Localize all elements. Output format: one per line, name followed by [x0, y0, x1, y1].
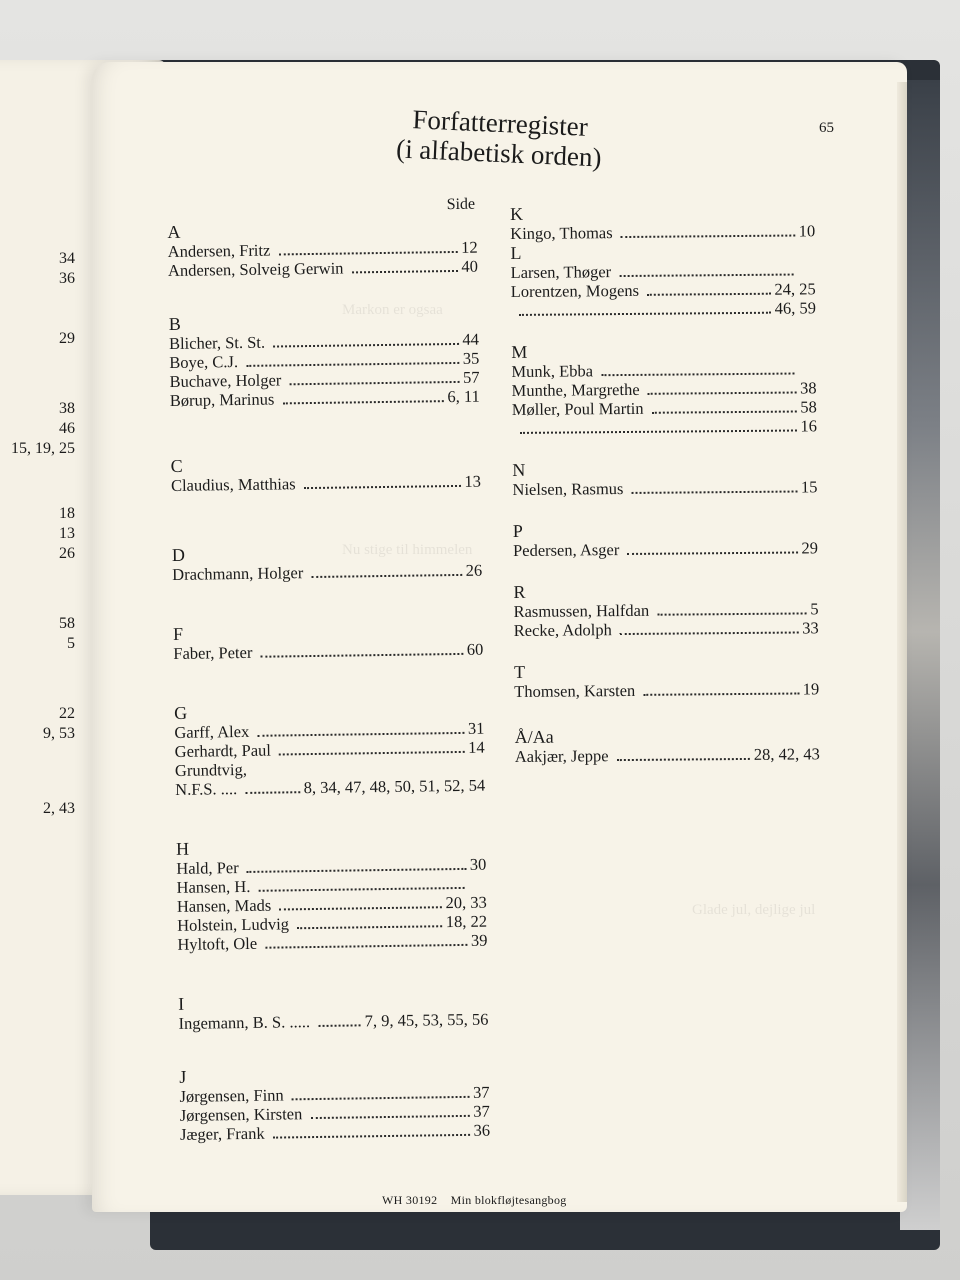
left-page-fragment: 26 [59, 545, 75, 562]
leader-dots [619, 274, 794, 278]
author-name: Gerhardt, Paul [174, 740, 272, 761]
leader-dots [648, 392, 797, 395]
page-references: 5 [810, 599, 819, 619]
page-references: 20, 33 [445, 892, 487, 913]
index-section [169, 310, 480, 410]
index-section [173, 620, 484, 663]
leader-dots [311, 574, 461, 578]
section-letter: A [167, 221, 181, 242]
page-references: 37 [473, 1101, 490, 1121]
section-letter: J [179, 1066, 187, 1087]
author-name: Holstein, Ludvig [176, 914, 290, 935]
index-entry [511, 298, 816, 320]
index-section [513, 518, 818, 560]
leader-dots [246, 362, 459, 367]
leader-dots [260, 653, 462, 658]
index-entry [175, 776, 485, 799]
index-entry [514, 618, 819, 640]
index-section [515, 724, 820, 766]
index-entry [512, 416, 817, 438]
section-letter: N [512, 459, 526, 480]
author-name: Munthe, Margrethe [511, 379, 640, 400]
leader-dots [643, 692, 799, 695]
author-name: Jørgensen, Kirsten [179, 1104, 303, 1125]
leader-dots [631, 491, 797, 494]
page-references: 14 [468, 737, 485, 757]
page-references: 10 [798, 221, 816, 241]
page-references: 15 [800, 477, 818, 497]
leader-dots [620, 632, 798, 636]
author-name: Hald, Per [176, 858, 239, 878]
page-title [91, 90, 908, 185]
left-page-fragment: 46 [59, 420, 75, 437]
leader-dots [352, 270, 458, 273]
page-footer [382, 1193, 567, 1208]
left-page-fragment: 9, 53 [43, 725, 75, 742]
bleed-through-text: Markon er ogsaa [342, 302, 443, 318]
page-references: 26 [465, 560, 483, 580]
page-references: 44 [462, 329, 480, 349]
index-section [178, 990, 489, 1033]
page-references: 31 [467, 718, 485, 738]
index-section [171, 452, 482, 495]
index-entry [170, 387, 480, 410]
page-references: 30 [469, 854, 487, 874]
index-entry [168, 257, 478, 280]
leader-dots [621, 235, 795, 239]
section-letter: Å/Aa [514, 726, 554, 747]
author-name: Boye, C.J. [169, 352, 239, 372]
author-name: Andersen, Fritz [167, 240, 271, 261]
page-references: 19 [802, 679, 820, 699]
author-name: Andersen, Solveig Gerwin [167, 258, 344, 280]
index-section [172, 541, 483, 584]
left-page-fragment: 22 [59, 705, 75, 722]
leader-dots [279, 906, 441, 910]
author-name: Hansen, H. [176, 876, 251, 897]
left-page-fragment: 36 [59, 270, 75, 287]
footer-title: Min blokfløjtesangbog [450, 1193, 567, 1207]
page-references: 37 [472, 1082, 490, 1102]
page-references: 28, 42, 43 [753, 744, 820, 764]
page-references: 7, 9, 45, 53, 55, 56 [364, 1009, 489, 1031]
index-entry [172, 561, 482, 584]
title-line-1: Forfatterregister [411, 104, 589, 142]
section-letter: G [174, 702, 188, 723]
page-references: 38 [800, 378, 817, 398]
author-name: Jørgensen, Finn [179, 1085, 284, 1106]
author-name: Blicher, St. St. [168, 332, 266, 353]
author-name: Drachmann, Holger [172, 563, 304, 584]
page-references: 24, 25 [774, 279, 816, 299]
section-letter: F [172, 623, 184, 644]
left-page-fragment: 29 [59, 330, 75, 347]
author-name: Thomsen, Karsten [514, 680, 636, 701]
author-name: Pedersen, Asger [512, 540, 620, 560]
leader-dots [247, 868, 466, 873]
page-number: 65 [819, 120, 834, 136]
author-name: Møller, Poul Martin [511, 398, 644, 419]
author-name: Grundtvig, [174, 759, 248, 780]
left-page-fragment: 18 [59, 505, 75, 522]
index-entry [173, 640, 483, 663]
section-letter: H [175, 838, 190, 859]
author-name: Ingemann, B. S. ..... [178, 1012, 311, 1033]
index-entry [171, 472, 481, 495]
left-page-fragment: 38 [59, 400, 75, 417]
author-name: Rasmussen, Halfdan [513, 600, 650, 621]
leader-dots [647, 293, 770, 296]
author-name: Claudius, Matthias [170, 474, 296, 495]
page-references: 12 [461, 237, 478, 257]
left-page-fragment: 2, 43 [43, 800, 75, 817]
page-references: 35 [462, 348, 480, 368]
page-references: 40 [461, 256, 479, 276]
index-entry [177, 931, 487, 954]
leader-dots [318, 1024, 361, 1027]
section-letter: I [178, 993, 185, 1014]
left-page-fragment: 5 [67, 635, 75, 652]
leader-dots [257, 732, 464, 737]
index-section [179, 1063, 490, 1144]
author-name: Garff, Alex [174, 721, 250, 742]
leader-dots [304, 485, 461, 489]
leader-dots [279, 751, 464, 756]
leader-dots [289, 381, 459, 385]
leader-dots [627, 552, 797, 555]
section-letter: P [512, 520, 523, 541]
leader-dots [520, 430, 797, 434]
leader-dots [258, 887, 464, 892]
author-name: Buchave, Holger [169, 370, 282, 391]
index-section [513, 579, 818, 640]
page-edge [897, 82, 907, 1202]
section-letter: R [513, 581, 526, 602]
author-name: Lorentzen, Mogens [510, 280, 640, 301]
section-letter: L [510, 242, 522, 263]
left-page-fragment: 15, 19, 25 [11, 440, 75, 457]
section-letter: K [510, 203, 524, 224]
leader-dots [278, 251, 457, 255]
section-letter: D [171, 544, 186, 565]
page-references: 46, 59 [774, 298, 817, 318]
index-section [510, 201, 815, 243]
leader-dots [519, 312, 771, 316]
index-entry [180, 1121, 490, 1144]
page-references: 33 [802, 618, 819, 638]
index-entry [513, 538, 818, 560]
page-references: 16 [800, 416, 818, 436]
page-references: 58 [800, 397, 817, 417]
title-line-2: (i alfabetisk orden) [395, 133, 603, 173]
index-column-left [167, 196, 490, 1144]
index-entry [178, 1010, 488, 1033]
page-references: 60 [466, 639, 484, 659]
section-letter: M [511, 341, 528, 362]
index-entry [514, 679, 819, 701]
author-name: Nielsen, Rasmus [512, 479, 624, 499]
index-section [514, 659, 819, 701]
author-name: N.F.S. .... [175, 779, 238, 799]
section-letter: T [513, 661, 526, 682]
index-section [176, 835, 488, 954]
leader-dots [282, 400, 443, 404]
index-section [174, 699, 485, 799]
index-entry [512, 477, 817, 499]
author-name: Hansen, Mads [176, 895, 272, 916]
footer-code: WH 30192 [382, 1193, 438, 1207]
leader-dots [297, 925, 442, 929]
author-name: Recke, Adolph [513, 620, 612, 640]
index-column-right [510, 201, 820, 766]
page-references: 6, 11 [447, 386, 480, 407]
leader-dots [617, 758, 750, 761]
left-page-fragment: 34 [59, 250, 75, 267]
page-references: 29 [801, 538, 819, 558]
index-section [512, 457, 817, 499]
author-name: Larsen, Thøger [510, 262, 612, 282]
leader-dots [652, 411, 797, 414]
leader-dots [273, 343, 458, 348]
index-section [511, 339, 817, 438]
author-name: Børup, Marinus [169, 389, 275, 410]
bleed-through-text: Nu stige til himmelen [342, 542, 473, 558]
leader-dots [310, 1115, 469, 1119]
side-column-header: Side [446, 195, 476, 214]
leader-dots [292, 1096, 469, 1100]
section-letter: B [168, 313, 181, 334]
left-page-fragment: 58 [59, 615, 75, 632]
author-name: Faber, Peter [173, 642, 253, 663]
leader-dots [601, 373, 794, 377]
section-letter: C [170, 455, 183, 476]
author-name: Jæger, Frank [179, 1123, 265, 1144]
page-references: 57 [462, 367, 480, 387]
page-references: 39 [470, 930, 488, 950]
page-references: 8, 34, 47, 48, 50, 51, 52, 54 [303, 775, 486, 798]
index-section [510, 240, 816, 320]
leader-dots [657, 612, 806, 615]
bleed-through-text: Glade jul, dejlige jul [692, 902, 816, 918]
author-name: Hyltoft, Ole [177, 933, 258, 954]
leader-dots [265, 944, 467, 949]
page-references: 13 [464, 471, 482, 491]
leader-dots [245, 791, 300, 794]
index-entry [515, 744, 820, 766]
leader-dots [273, 1134, 470, 1139]
page-references: 36 [473, 1120, 491, 1140]
author-name: Kingo, Thomas [510, 223, 613, 243]
index-section [167, 218, 478, 280]
page-references: 18, 22 [445, 911, 488, 932]
author-name: Munk, Ebba [511, 361, 594, 381]
author-name: Aakjær, Jeppe [514, 746, 609, 766]
index-page [92, 62, 907, 1212]
left-page-fragment: 13 [59, 525, 75, 542]
